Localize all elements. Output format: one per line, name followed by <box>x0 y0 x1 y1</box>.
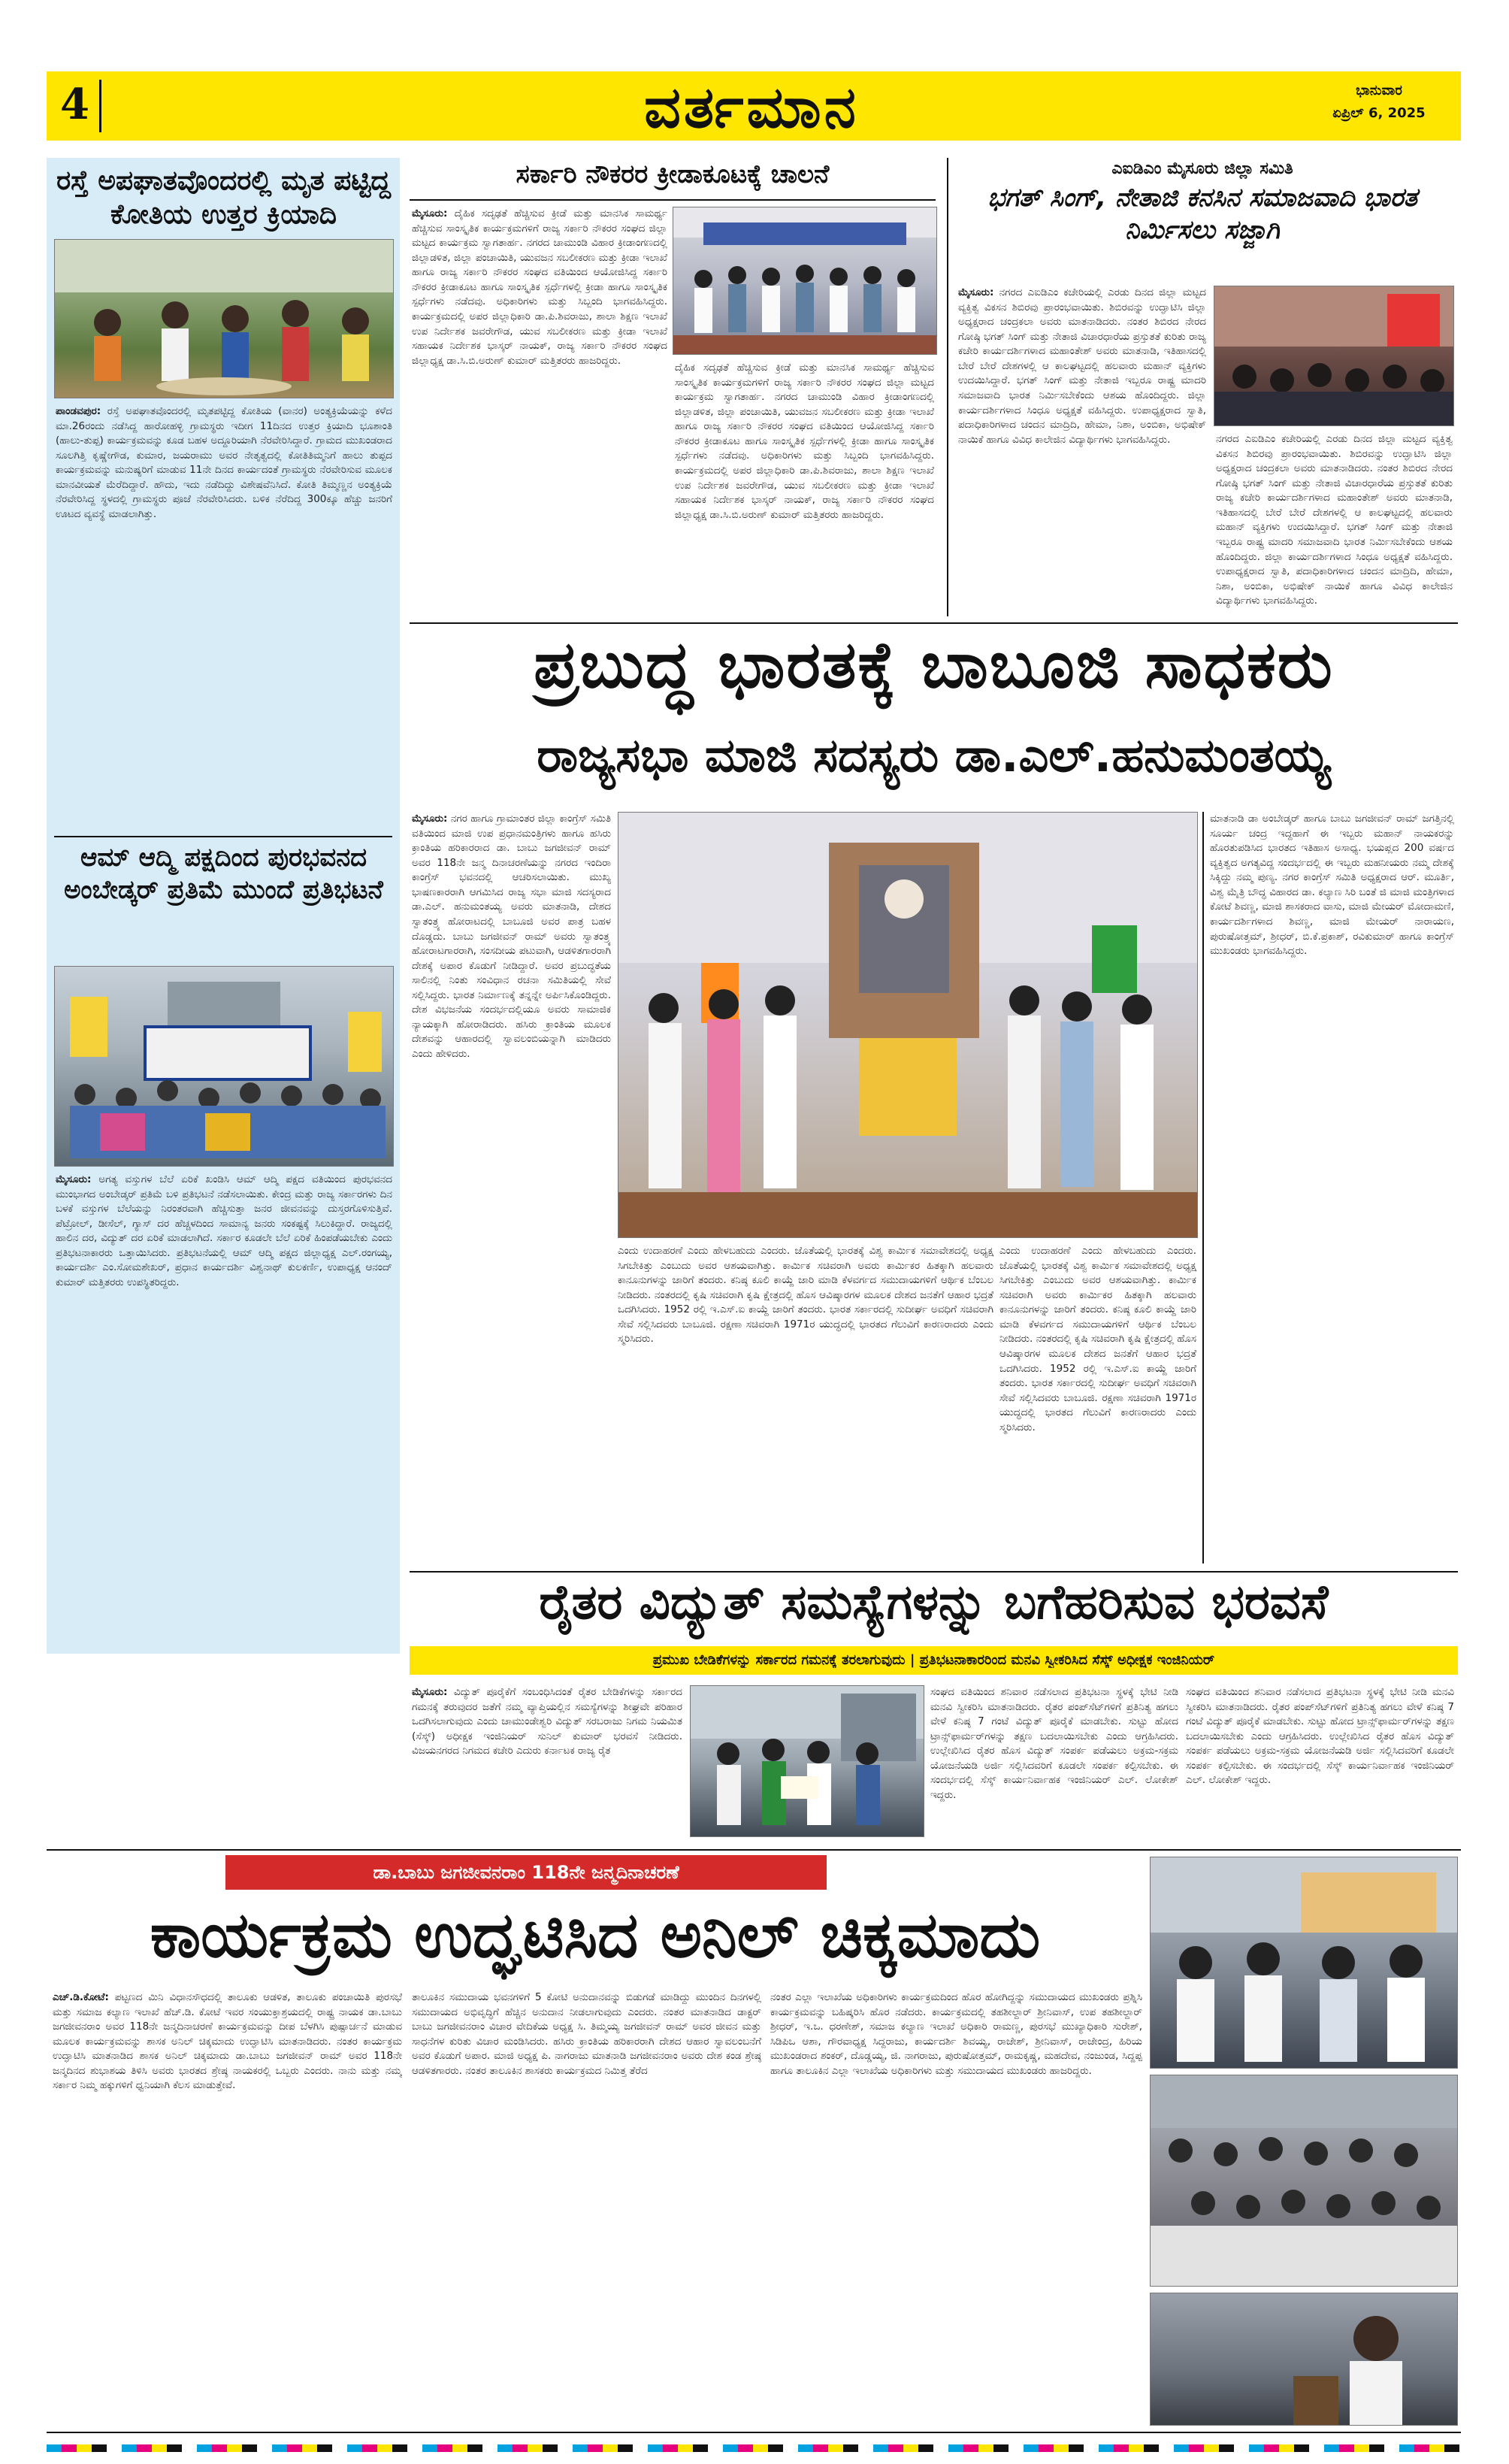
electricity-headline: ರೈತರ ವಿದ್ಯುತ್ ಸಮಸ್ಯೆಗಳನ್ನು ಬಗೆಹರಿಸುವ ಭರವಸೆ <box>539 1575 1329 1630</box>
jayanti-ceremony-photo-art <box>618 813 1197 1237</box>
top-middle-text: ದೈಹಿಕ ಸದೃಢತೆ ಹೆಚ್ಚಿಸುವ ಕ್ರೀಡೆ ಮತ್ತು ಮಾನಸಿಕ ಸಾಮರ್ಥ್ಯ ಹೆಚ್ಚಿಸುವ ಸಾಂಸ್ಕೃತಿಕ ಕಾರ್ಯಕ್ರಮಗಳಿಗೆ ರಾಜ್ಯ ಸರ್ಕಾರಿ ನೌಕರರ ಸಂಘದ ಜಿಲ್ಲಾ ಮಟ್ಟದ ಕಾರ್ಯಕ್ರಮ ಸ್ವಾಗತಾರ್ಹ. ನಗರದ ಚಾಮುಂಡಿ ವಿಹಾರ ಕ್ರೀಡಾಂಗಣದಲ್ಲಿ ಜಿಲ್ಲಾಡಳಿತ, ಜಿಲ್ಲಾ ಪಂಚಾಯಿತಿ, ಯುವಜನ ಸಬಲೀಕರಣ ಮತ್ತು ಕ್ರೀಡಾ ಇಲಾಖೆ ಹಾಗೂ ರಾಜ್ಯ ಸರ್ಕಾರಿ ನೌಕರರ ಸಂಘದ ವತಿಯಿಂದ ಆಯೋಜಿಸಿದ್ದ ಸರ್ಕಾರಿ ನೌಕರರ ಕ್ರೀಡಾಕೂಟ ಹಾಗೂ ಸಾಂಸ್ಕೃತಿಕ ಸ್ಪರ್ಧೆಗಳಲ್ಲಿ ಕ್ರೀಡಾ ಹಾಗೂ ಸಾಂಸ್ಕೃತಿಕ ಸ್ಪರ್ಧೆಗಳು ನಡೆದವು. ಅಧಿಕಾರಿಗಳು ಮತ್ತು ಸಿಬ್ಬಂದಿ ಭಾಗವಹಿಸಿದ್ದರು. ಕಾರ್ಯಕ್ರಮದಲ್ಲಿ ಅಪರ ಜಿಲ್ಲಾಧಿಕಾರಿ ಡಾ.ಪಿ.ಶಿವರಾಜು, ಶಾಲಾ ಶಿಕ್ಷಣ ಇಲಾಖೆ ಉಪ ನಿರ್ದೇಶಕ ಜವರೇಗೌಡ, ಯುವ ಸಬಲೀಕರಣ ಮತ್ತು ಕ್ರೀಡಾ ಇಲಾಖೆ ಸಹಾಯಕ ನಿರ್ದೇಶಕ ಭಾಸ್ಕರ್ ನಾಯಕ್, ರಾಜ್ಯ ಸರ್ಕಾರಿ ನೌಕರರ ಸಂಘದ ಜಿಲ್ಲಾಧ್ಯಕ್ಷ ಡಾ.ಸಿ.ಬಿ.ಅರುಣ್ ಕುಮಾರ್ ಮತ್ತಿತರರು ಹಾಜರಿದ್ದರು. <box>412 207 667 367</box>
bottom-photo-stage <box>1150 1857 1458 2069</box>
bottom-kicker: ಡಾ.ಬಾಬು ಜಗಜೀವನರಾಂ 118ನೇ ಜನ್ಮದಿನಾಚರಣೆ <box>373 1862 679 1883</box>
lead-body-col1 <box>412 812 611 1563</box>
top-middle-underline <box>410 199 936 201</box>
column-divider-top <box>947 158 948 616</box>
bottom-body-col2 <box>412 1990 761 2423</box>
sidebar-story1-headline: ರಸ್ತೆ ಅಪಘಾತವೊಂದರಲ್ಲಿ ಮೃತ ಪಟ್ಟಿದ್ದ ಕೋತಿಯ ಉತ್ತರ ಕ್ರಿಯಾದಿ <box>56 165 391 230</box>
electricity-photo <box>690 1685 924 1837</box>
workshop-photo-art <box>1214 286 1453 425</box>
bottom-dateline: ಎಚ್.ಡಿ.ಕೋಟೆ: <box>53 1991 109 2003</box>
stage-photo-art <box>1151 1857 1457 2068</box>
top-right-kicker: ಎಐಡಿಎಂ ಮೈಸೂರು ಜಿಲ್ಲಾ ಸಮಿತಿ <box>1111 159 1293 178</box>
protest-photo-art <box>55 967 393 1166</box>
bottom-photo-crowd <box>1150 2075 1458 2287</box>
audience-photo-art <box>1151 2075 1457 2286</box>
top-right-body-col1 <box>958 286 1206 616</box>
bottom-text-col2: ತಾಲೂಕಿನ ಸಮುದಾಯ ಭವನಗಳಿಗೆ 5 ಕೋಟಿ ಅನುದಾನವನ್ನು ಬಿಡುಗಡೆ ಮಾಡಿದ್ದು ಮುಂದಿನ ದಿನಗಳಲ್ಲಿ ಸಮುದಾಯದ ಅಭಿವೃದ್ಧಿಗೆ ಹೆಚ್ಚಿನ ಅನುದಾನ ನೀಡಲಾಗುವುದು ಎಂದರು. ನಂತರ ಮಾತನಾಡಿದ ಡಾಕ್ಟರ್ ಬಾಬು ಜಗಜೀವನರಾಂ ವಿಚಾರ ವೇದಿಕೆಯ ಅಧ್ಯಕ್ಷ ಸಿ. ತಿಮ್ಮಯ್ಯ ಜಗಜೀವನ್ ರಾಮ್ ಅವರ ಜೀವನ ಮತ್ತು ಸಾಧನೆಗಳ ಕುರಿತು ವಿಚಾರ ಮಂಡಿಸಿದರು. ಹಸಿರು ಕ್ರಾಂತಿಯ ಹರಿಕಾರರಾಗಿ ದೇಶದ ಆಹಾರ ಸ್ವಾವಲಂಬನೆಗೆ ಅವರ ಕೊಡುಗೆ ಅಪಾರ. ಮಾಜಿ ಅಧ್ಯಕ್ಷ ಪಿ. ನಾಗರಾಜು ಮಾತನಾಡಿ ಜಗಜೀವನರಾಂ ಅವರು ದೇಶ ಕಂಡ ಶ್ರೇಷ್ಠ ಆಡಳಿತಗಾರರು. ನಂತರ ತಾಲೂಕಿನ ಶಾಸಕರು ಕಾರ್ಯಕ್ರಮದ ನಿಮಿತ್ತ ತೆರೆದ <box>412 1991 761 2077</box>
top-middle-photo <box>673 207 937 355</box>
page-number: 4 <box>60 80 89 129</box>
top-middle-text-continued: ದೈಹಿಕ ಸದೃಢತೆ ಹೆಚ್ಚಿಸುವ ಕ್ರೀಡೆ ಮತ್ತು ಮಾನಸಿಕ ಸಾಮರ್ಥ್ಯ ಹೆಚ್ಚಿಸುವ ಸಾಂಸ್ಕೃತಿಕ ಕಾರ್ಯಕ್ರಮಗಳಿಗೆ ರಾಜ್ಯ ಸರ್ಕಾರಿ ನೌಕರರ ಸಂಘದ ಜಿಲ್ಲಾ ಮಟ್ಟದ ಕಾರ್ಯಕ್ರಮ ಸ್ವಾಗತಾರ್ಹ. ನಗರದ ಚಾಮುಂಡಿ ವಿಹಾರ ಕ್ರೀಡಾಂಗಣದಲ್ಲಿ ಜಿಲ್ಲಾಡಳಿತ, ಜಿಲ್ಲಾ ಪಂಚಾಯಿತಿ, ಯುವಜನ ಸಬಲೀಕರಣ ಮತ್ತು ಕ್ರೀಡಾ ಇಲಾಖೆ ಹಾಗೂ ರಾಜ್ಯ ಸರ್ಕಾರಿ ನೌಕರರ ಸಂಘದ ವತಿಯಿಂದ ಆಯೋಜಿಸಿದ್ದ ಸರ್ಕಾರಿ ನೌಕರರ ಕ್ರೀಡಾಕೂಟ ಹಾಗೂ ಸಾಂಸ್ಕೃತಿಕ ಸ್ಪರ್ಧೆಗಳಲ್ಲಿ ಕ್ರೀಡಾ ಹಾಗೂ ಸಾಂಸ್ಕೃತಿಕ ಸ್ಪರ್ಧೆಗಳು ನಡೆದವು. ಅಧಿಕಾರಿಗಳು ಮತ್ತು ಸಿಬ್ಬಂದಿ ಭಾಗವಹಿಸಿದ್ದರು. ಕಾರ್ಯಕ್ರಮದಲ್ಲಿ ಅಪರ ಜಿಲ್ಲಾಧಿಕಾರಿ ಡಾ.ಪಿ.ಶಿವರಾಜು, ಶಾಲಾ ಶಿಕ್ಷಣ ಇಲಾಖೆ ಉಪ ನಿರ್ದೇಶಕ ಜವರೇಗೌಡ, ಯುವ ಸಬಲೀಕರಣ ಮತ್ತು ಕ್ರೀಡಾ ಇಲಾಖೆ ಸಹಾಯಕ ನಿರ್ದೇಶಕ ಭಾಸ್ಕರ್ ನಾಯಕ್, ರಾಜ್ಯ ಸರ್ಕಾರಿ ನೌಕರರ ಸಂಘದ ಜಿಲ್ಲಾಧ್ಯಕ್ಷ ಡಾ.ಸಿ.ಬಿ.ಅರುಣ್ ಕುಮಾರ್ ಮತ್ತಿತರರು ಹಾಜರಿದ್ದರು. <box>675 362 934 521</box>
lead-body-col3 <box>999 1244 1196 1563</box>
electricity-body-col3 <box>1186 1685 1454 1836</box>
electricity-text-right: ಸಂಘದ ವತಿಯಿಂದ ಶನಿವಾರ ನಡೆಸಲಾದ ಪ್ರತಿಭಟನಾ ಸ್ಥಳಕ್ಕೆ ಭೇಟಿ ನೀಡಿ ಮನವಿ ಸ್ವೀಕರಿಸಿ ಮಾತನಾಡಿದರು. ರೈತರ ಪಂಪ್‌ಸೆಟ್‌ಗಳಿಗೆ ಪ್ರತಿನಿತ್ಯ ಹಗಲು ವೇಳೆ ಕನಿಷ್ಠ 7 ಗಂಟೆ ವಿದ್ಯುತ್ ಪೂರೈಕೆ ಮಾಡಬೇಕು. ಸುಟ್ಟು ಹೋದ ಟ್ರಾನ್ಸ್‌ಫಾರ್ಮರ್‌ಗಳನ್ನು ತಕ್ಷಣ ಬದಲಾಯಿಸಬೇಕು ಎಂದು ಆಗ್ರಹಿಸಿದರು. ಉಲ್ಲೇಖಿಸಿದ ರೈತರ ಹೊಸ ವಿದ್ಯುತ್ ಸಂಪರ್ಕ ಪಡೆಯಲು ಅಕ್ರಮ-ಸಕ್ರಮ ಯೋಜನೆಯಡಿ ಅರ್ಜಿ ಸಲ್ಲಿಸಿದವರಿಗೆ ಕೂಡಲೇ ಸಂಪರ್ಕ ಕಲ್ಪಿಸಬೇಕು. ಈ ಸಂದರ್ಭದಲ್ಲಿ ಸೆಸ್ಕ್ ಕಾರ್ಯನಿರ್ವಾಹಕ ಇಂಜಿನಿಯರ್ ಎಲ್. ಲೋಕೇಶ್ ಇದ್ದರು. <box>930 1686 1178 1801</box>
electricity-body-col2 <box>930 1685 1178 1836</box>
top-right-photo <box>1214 286 1454 426</box>
funeral-rite-photo-art <box>55 240 393 398</box>
memorandum-photo-art <box>691 1686 924 1836</box>
lead-column-divider <box>1202 812 1204 1563</box>
top-right-headline: ಭಗತ್ ಸಿಂಗ್, ನೇತಾಜಿ ಕನಸಿನ ಸಮಾಜವಾದಿ ಭಾರತ ನಿರ್ಮಿಸಲು ಸಜ್ಜಾಗಿ <box>987 183 1417 245</box>
lead-headline: ಪ್ರಬುದ್ಧ ಭಾರತಕ್ಕೆ ಬಾಬೂಜಿ ಸಾಧಕರು <box>534 628 1334 703</box>
electricity-body-col1 <box>412 1685 682 1836</box>
electricity-strap: ಪ್ರಮುಖ ಬೇಡಿಕೆಗಳನ್ನು ಸರ್ಕಾರದ ಗಮನಕ್ಕೆ ತರಲಾಗುವುದು | ಪ್ರತಿಭಟನಾಕಾರರಿಂದ ಮನವಿ ಸ್ವೀಕರಿಸಿದ ಸೆಸ್ಕ್ ಅಧೀಕ್ಷಕ ಇಂಜಿನಿಯರ್ <box>652 1652 1215 1668</box>
page-number-divider <box>99 80 101 132</box>
top-right-text: ನಗರದ ಎಐಡಿಎಂ ಕಚೇರಿಯಲ್ಲಿ ಎರಡು ದಿನದ ಜಿಲ್ಲಾ ಮಟ್ಟದ ವ್ಯಕ್ತಿತ್ವ ವಿಕಸನ ಶಿಬಿರವು ಪ್ರಾರಂಭವಾಯಿತು. ಶಿಬಿರವನ್ನು ಉದ್ಘಾಟಿಸಿ ಜಿಲ್ಲಾ ಅಧ್ಯಕ್ಷರಾದ ಚಂದ್ರಕಲಾ ಅವರು ಮಾತನಾಡಿದರು. ನಂತರ ಶಿಬಿರದ ನೇರದ ಗೋಷ್ಠಿ ಭಗತ್ ಸಿಂಗ್ ಮತ್ತು ನೇತಾಜಿ ವಿಚಾರಧಾರೆಯ ಪ್ರಸ್ತುತತೆ ಕುರಿತು ರಾಜ್ಯ ಕಚೇರಿ ಕಾರ್ಯದರ್ಶಿಗಳಾದ ಮಹಾಂತೇಶ್ ಅವರು ಮಾತನಾಡಿ, ಇತಿಹಾಸದಲ್ಲಿ ಬೇರೆ ಬೇರೆ ದೇಶಗಳಲ್ಲಿ ಆ ಕಾಲಘಟ್ಟದಲ್ಲಿ ಹಲವಾರು ಮಹಾನ್ ವ್ಯಕ್ತಿಗಳು ಉದಯಿಸಿದ್ದಾರೆ. ಭಗತ್ ಸಿಂಗ್ ಮತ್ತು ನೇತಾಜಿ ಇಬ್ಬರೂ ರಾಷ್ಟ್ರ ಮಾದರಿ ಸಮಾಜವಾದಿ ಭಾರತ ನಿರ್ಮಿಸಬೇಕೆಂದು ಆಶಯ ಹೊಂದಿದ್ದರು. ಜಿಲ್ಲಾ ಕಾರ್ಯದರ್ಶಿಗಳಾದ ಸಿಂಧೂ ಅಧ್ಯಕ್ಷತೆ ವಹಿಸಿದ್ದರು. ಉಪಾಧ್ಯಕ್ಷರಾದ ಸ್ವಾತಿ, ಪದಾಧಿಕಾರಿಗಳಾದ ಚಂದನ ಮಾದ್ರಿದಿ, ಹೇಮಾ, ನಿಶಾ, ಅಂಬಿಕಾ, ಅಭಿಷೇಕ್ ನಾಯಿಕೆ ಹಾಗೂ ವಿವಿಧ ಕಾಲೇಜಿನ ವಿದ್ಯಾರ್ಥಿಗಳು ಭಾಗವಹಿಸಿದ್ದರು. <box>958 286 1206 446</box>
bottom-frame-top <box>47 1849 1461 1851</box>
lead-dateline: ಮೈಸೂರು: <box>412 813 448 825</box>
sidebar-story1-dateline: ಪಾಂಡವಪುರ: <box>56 405 101 417</box>
top-right-body-col2 <box>1216 432 1453 616</box>
sidebar-divider <box>54 836 392 837</box>
sidebar-story1-body <box>56 404 392 825</box>
lead-photo <box>618 812 1198 1238</box>
issue-day: ಭಾನುವಾರ <box>1356 83 1402 98</box>
bottom-text-col1: ಪಟ್ಟಣದ ಮಿನಿ ವಿಧಾನಸೌಧದಲ್ಲಿ ತಾಲೂಕು ಆಡಳಿತ, ತಾಲೂಕು ಪಂಚಾಯಿತಿ ಪುರಸಭೆ ಮತ್ತು ಸಮಾಜ ಕಲ್ಯಾಣ ಇಲಾಖೆ ಹೆಚ್.ಡಿ. ಕೋಟೆ ಇವರ ಸಂಯುಕ್ತಾಶ್ರಯದಲ್ಲಿ ರಾಷ್ಟ್ರ ನಾಯಕ ಡಾ.ಬಾಬು ಜಗಜೀವನರಾಂ ಅವರ 118ನೇ ಜನ್ಮದಿನಾಚರಣೆ ಕಾರ್ಯಕ್ರಮವನ್ನು ದೀಪ ಬೆಳಗಿಸಿ ಪುಷ್ಪಾರ್ಚನೆ ಮಾಡುವ ಮೂಲಕ ಕಾರ್ಯಕ್ರಮವನ್ನು ಶಾಸಕ ಅನಿಲ್ ಚಿಕ್ಕಮಾದು ಉದ್ಘಾಟಿಸಿ ಮಾತನಾಡಿದರು. ನಂತರ ಕಾರ್ಯಕ್ರಮ ಉದ್ಘಾಟಿಸಿ ಮಾತನಾಡಿದ ಶಾಸಕ ಅನಿಲ್ ಚಿಕ್ಕಮಾದು ಡಾ.ಬಾಬು ಜಗಜೀವನ್ ರಾಮ್ ಅವರ 118ನೇ ಜನ್ಮದಿನದ ಶುಭಾಶಯ ತಿಳಿಸಿ ಅವರು ಭಾರತದ ಶ್ರೇಷ್ಠ ನಾಯಕರಲ್ಲಿ ಒಬ್ಬರು ಎಂದರು. ನಾನು ಮತ್ತು ನಮ್ಮ ಸರ್ಕಾರ ನಿಮ್ಮ ಹಕ್ಕುಗಳಿಗೆ ಧ್ವನಿಯಾಗಿ ಕೆಲಸ ಮಾಡುತ್ತೇವೆ. <box>53 1991 402 2092</box>
lead-body-col4 <box>1210 812 1454 1563</box>
lead-subheadline: ರಾಜ್ಯಸಭಾ ಮಾಜಿ ಸದಸ್ಯರು ಡಾ.ಎಲ್.ಹನುಮಂತಯ್ಯ <box>537 728 1331 782</box>
electricity-text-left: ವಿದ್ಯುತ್ ಪೂರೈಕೆಗೆ ಸಂಬಂಧಿಸಿದಂತೆ ರೈತರ ಬೇಡಿಕೆಗಳನ್ನು ಸರ್ಕಾರದ ಗಮನಕ್ಕೆ ತರುವುದರ ಜತೆಗೆ ನಮ್ಮ ವ್ಯಾಪ್ತಿಯಲ್ಲಿನ ಸಮಸ್ಯೆಗಳನ್ನು ಶೀಘ್ರವೇ ಪರಿಹಾರ ಒದಗಿಸಲಾಗುವುದು ಎಂದು ಚಾಮುಂಡೇಶ್ವರಿ ವಿದ್ಯುತ್ ಸರಬರಾಜು ನಿಗಮ ನಿಯಮಿತ (ಸೆಸ್ಕ್) ಅಧೀಕ್ಷಕ ಇಂಜಿನಿಯರ್ ಸುನಿಲ್ ಕುಮಾರ್ ಭರವಸೆ ನೀಡಿದರು. ವಿಜಯನಗರದ ನಿಗಮದ ಕಚೇರಿ ಎದುರು ಕರ್ನಾಟಕ ರಾಜ್ಯ ರೈತ <box>412 1686 682 1757</box>
sidebar-story1-photo <box>54 239 394 398</box>
top-right-dateline: ಮೈಸೂರು: <box>958 286 994 298</box>
lead-text-middle-continued: ಎಂದು ಉದಾಹರಣೆ ಎಂದು ಹೇಳಬಹುದು ಎಂದರು. ಜೊತೆಯಲ್ಲಿ ಭಾರತಕ್ಕೆ ವಿಶ್ವ ಕಾರ್ಮಿಕ ಸಮಾವೇಶದಲ್ಲಿ ಅಧ್ಯಕ್ಷ ಸಿಗಬೇಕಿತ್ತು ಎಂಬುದು ಅವರ ಆಶಯವಾಗಿತ್ತು. ಕಾರ್ಮಿಕ ಸಚಿವರಾಗಿ ಅವರು ಕಾರ್ಮಿಕರ ಹಿತಕ್ಕಾಗಿ ಹಲವಾರು ಕಾನೂನುಗಳನ್ನು ಜಾರಿಗೆ ತಂದರು. ಕನಿಷ್ಠ ಕೂಲಿ ಕಾಯ್ದೆ ಜಾರಿ ಮಾಡಿ ಕೆಳವರ್ಗದ ಸಮುದಾಯಗಳಿಗೆ ಆರ್ಥಿಕ ಬೆಂಬಲ ನೀಡಿದರು. ನಂತರದಲ್ಲಿ ಕೃಷಿ ಸಚಿವರಾಗಿ ಕೃಷಿ ಕ್ಷೇತ್ರದಲ್ಲಿ ಹೊಸ ಆವಿಷ್ಕಾರಗಳ ಮೂಲಕ ದೇಶದ ಜನತೆಗೆ ಆಹಾರ ಭದ್ರತೆ ಒದಗಿಸಿದರು. 1952 ರಲ್ಲಿ ಇ.ಎಸ್.ಐ ಕಾಯ್ದೆ ಜಾರಿಗೆ ತಂದರು. ಭಾರತ ಸರ್ಕಾರದಲ್ಲಿ ಸುದೀರ್ಘ ಅವಧಿಗೆ ಸಚಿವರಾಗಿ ಸೇವೆ ಸಲ್ಲಿಸಿದವರು ಬಾಬೂಜಿ. ರಕ್ಷಣಾ ಸಚಿವರಾಗಿ 1971ರ ಯುದ್ಧದಲ್ಲಿ ಭಾರತದ ಗೆಲುವಿಗೆ ಕಾರಣರಾದರು ಎಂದು ಸ್ಮರಿಸಿದರು. <box>999 1245 1196 1433</box>
issue-date: ಏಪ್ರಿಲ್ 6, 2025 <box>1332 105 1426 121</box>
top-middle-dateline: ಮೈಸೂರು: <box>412 207 448 219</box>
top-middle-headline: ಸರ್ಕಾರಿ ನೌಕರರ ಕ್ರೀಡಾಕೂಟಕ್ಕೆ ಚಾಲನೆ <box>516 159 830 189</box>
speaker-photo-art <box>1151 2293 1457 2425</box>
sidebar-story2-body <box>56 1173 392 1646</box>
electricity-top-rule <box>410 1571 1458 1573</box>
lead-body-col2 <box>618 1244 993 1563</box>
sports-meet-photo-art <box>673 207 936 354</box>
bottom-photo-speaker <box>1150 2293 1458 2426</box>
lead-text-left: ನಗರ ಹಾಗೂ ಗ್ರಾಮಾಂತರ ಜಿಲ್ಲಾ ಕಾಂಗ್ರೆಸ್ ಸಮಿತಿ ವತಿಯಿಂದ ಮಾಜಿ ಉಪ ಪ್ರಧಾನಮಂತ್ರಿಗಳು ಹಾಗೂ ಹಸಿರು ಕ್ರಾಂತಿಯ ಹರಿಕಾರರಾದ ಡಾ. ಬಾಬು ಜಗಜೀವನ್ ರಾಮ್ ಅವರ 118ನೇ ಜನ್ಮ ದಿನಾಚರಣೆಯನ್ನು ನಗರದ ಇಂದಿರಾ ಕಾಂಗ್ರೆಸ್ ಭವನದಲ್ಲಿ ಆಚರಿಸಲಾಯಿತು. ಮುಖ್ಯ ಭಾಷಣಕಾರರಾಗಿ ಆಗಮಿಸಿದ ರಾಜ್ಯ ಸಭಾ ಮಾಜಿ ಸದಸ್ಯರಾದ ಡಾ.ಎಲ್. ಹನುಮಂತಯ್ಯ ಅವರು ಮಾತನಾಡಿ, ದೇಶದ ಸ್ವಾತಂತ್ರ್ಯ ಹೋರಾಟದಲ್ಲಿ ಬಾಬೂಜಿ ಅವರ ಪಾತ್ರ ಬಹಳ ದೊಡ್ಡದು. ಬಾಬು ಜಗಜೀವನ್ ರಾಮ್ ಅವರು ಸ್ವಾತಂತ್ರ್ಯ ಹೋರಾಟಗಾರರಾಗಿ, ಸಂಸದೀಯ ಪಟುವಾಗಿ, ಆಡಳಿತಗಾರರಾಗಿ ದೇಶಕ್ಕೆ ಅಪಾರ ಕೊಡುಗೆ ನೀಡಿದ್ದಾರೆ. ಅವರ ಪ್ರಬುದ್ಧತೆಯ ಸಾಲಿನಲ್ಲಿ ನಿಂತು ಸಂವಿಧಾನ ರಚನಾ ಸಮಿತಿಯಲ್ಲಿ ಸೇವೆ ಸಲ್ಲಿಸಿದ್ದರು. ಭಾರತ ನಿರ್ಮಾಣಕ್ಕೆ ತನ್ನನ್ನೇ ಅರ್ಪಿಸಿಕೊಂಡಿದ್ದರು. ದೇಶ ವಿಭಜನೆಯ ಸಂದರ್ಭದಲ್ಲಿಯೂ ಅವರು ಸಾಮಾಜಿಕ ನ್ಯಾಯಕ್ಕಾಗಿ ಹೋರಾಡಿದರು. ಹಸಿರು ಕ್ರಾಂತಿಯ ಮೂಲಕ ದೇಶವನ್ನು ಆಹಾರದಲ್ಲಿ ಸ್ವಾವಲಂಬಿಯನ್ನಾಗಿ ಮಾಡಿದರು ಎಂದು ಹೇಳಿದರು. <box>412 813 611 1060</box>
sidebar-story2-photo <box>54 966 394 1167</box>
sidebar-story1-text: ರಸ್ತೆ ಅಪಘಾತವೊಂದರಲ್ಲಿ ಮೃತಪಟ್ಟಿದ್ದ ಕೋತಿಯ (ವಾನರ) ಅಂತ್ಯಕ್ರಿಯೆಯನ್ನು ಕಳೆದ ಮಾ.26ರಂದು ನಡೆಸಿದ್ದ ಹಾರೋಹಳ್ಳಿ ಗ್ರಾಮಸ್ಥರು ಇದೀಗ 11ದಿನದ ಉತ್ತರ ಕ್ರಿಯಾದಿ ಭೂಶಾಂತಿ (ಹಾಲು-ತುಪ್ಪ) ಕಾರ್ಯಕ್ರಮವನ್ನು ಕೂಡ ಬಹಳ ಅದ್ದೂರಿಯಾಗಿ ನೆರವೇರಿಸಿದ್ದಾರೆ. ಗ್ರಾಮದ ಮುಖಂಡರಾದ ಸೂಲಗಿತ್ತಿ ಕೃಷ್ಣೇಗೌಡ, ಕುಮಾರ, ಜಯರಾಮು ಅವರ ನೇತೃತ್ವದಲ್ಲಿ ಕೋತಿತಿಮ್ಮನಿಗೆ ಹಾಲು ತುಪ್ಪದ ಕಾರ್ಯಕ್ರಮವನ್ನು ಮನುಷ್ಯರಿಗೆ ಮಾಡುವ 11ನೇ ದಿನದ ಕಾರ್ಯದಂತೆ ಗ್ರಾಮಸ್ಥರು ನೆರವೇರಿಸುವ ಮೂಲಕ ಮಾನವೀಯತೆ ಮೆರೆದಿದ್ದಾರೆ. ಹೌದು, ಇದು ನಡೆದಿದ್ದು ವಿಶೇಷವೆನಿಸಿದೆ. ಕೋತಿ ತಿಮ್ಮಣ್ಣನ ಅಂತ್ಯಕ್ರಿಯೆ ನೆರವೇರಿಸಿದ್ದ ಸ್ಥಳದಲ್ಲಿ ಗ್ರಾಮಸ್ಥರು ಪೂಜೆ ನೆರವೇರಿಸಿದರು. ಬಳಿಕ ನೆರೆದಿದ್ದ 300ಕ್ಕೂ ಹೆಚ್ಚು ಜನರಿಗೆ ಊಟದ ವ್ಯವಸ್ಥೆ ಮಾಡಲಾಗಿತ್ತು. <box>56 405 392 520</box>
lead-text-middle: ಎಂದು ಉದಾಹರಣೆ ಎಂದು ಹೇಳಬಹುದು ಎಂದರು. ಜೊತೆಯಲ್ಲಿ ಭಾರತಕ್ಕೆ ವಿಶ್ವ ಕಾರ್ಮಿಕ ಸಮಾವೇಶದಲ್ಲಿ ಅಧ್ಯಕ್ಷ ಸಿಗಬೇಕಿತ್ತು ಎಂಬುದು ಅವರ ಆಶಯವಾಗಿತ್ತು. ಕಾರ್ಮಿಕ ಸಚಿವರಾಗಿ ಅವರು ಕಾರ್ಮಿಕರ ಹಿತಕ್ಕಾಗಿ ಹಲವಾರು ಕಾನೂನುಗಳನ್ನು ಜಾರಿಗೆ ತಂದರು. ಕನಿಷ್ಠ ಕೂಲಿ ಕಾಯ್ದೆ ಜಾರಿ ಮಾಡಿ ಕೆಳವರ್ಗದ ಸಮುದಾಯಗಳಿಗೆ ಆರ್ಥಿಕ ಬೆಂಬಲ ನೀಡಿದರು. ನಂತರದಲ್ಲಿ ಕೃಷಿ ಸಚಿವರಾಗಿ ಕೃಷಿ ಕ್ಷೇತ್ರದಲ್ಲಿ ಹೊಸ ಆವಿಷ್ಕಾರಗಳ ಮೂಲಕ ದೇಶದ ಜನತೆಗೆ ಆಹಾರ ಭದ್ರತೆ ಒದಗಿಸಿದರು. 1952 ರಲ್ಲಿ ಇ.ಎಸ್.ಐ ಕಾಯ್ದೆ ಜಾರಿಗೆ ತಂದರು. ಭಾರತ ಸರ್ಕಾರದಲ್ಲಿ ಸುದೀರ್ಘ ಅವಧಿಗೆ ಸಚಿವರಾಗಿ ಸೇವೆ ಸಲ್ಲಿಸಿದವರು ಬಾಬೂಜಿ. ರಕ್ಷಣಾ ಸಚಿವರಾಗಿ 1971ರ ಯುದ್ಧದಲ್ಲಿ ಭಾರತದ ಗೆಲುವಿಗೆ ಕಾರಣರಾದರು ಎಂದು ಸ್ಮರಿಸಿದರು. <box>618 1245 993 1346</box>
top-right-text-continued: ನಗರದ ಎಐಡಿಎಂ ಕಚೇರಿಯಲ್ಲಿ ಎರಡು ದಿನದ ಜಿಲ್ಲಾ ಮಟ್ಟದ ವ್ಯಕ್ತಿತ್ವ ವಿಕಸನ ಶಿಬಿರವು ಪ್ರಾರಂಭವಾಯಿತು. ಶಿಬಿರವನ್ನು ಉದ್ಘಾಟಿಸಿ ಜಿಲ್ಲಾ ಅಧ್ಯಕ್ಷರಾದ ಚಂದ್ರಕಲಾ ಅವರು ಮಾತನಾಡಿದರು. ನಂತರ ಶಿಬಿರದ ನೇರದ ಗೋಷ್ಠಿ ಭಗತ್ ಸಿಂಗ್ ಮತ್ತು ನೇತಾಜಿ ವಿಚಾರಧಾರೆಯ ಪ್ರಸ್ತುತತೆ ಕುರಿತು ರಾಜ್ಯ ಕಚೇರಿ ಕಾರ್ಯದರ್ಶಿಗಳಾದ ಮಹಾಂತೇಶ್ ಅವರು ಮಾತನಾಡಿ, ಇತಿಹಾಸದಲ್ಲಿ ಬೇರೆ ಬೇರೆ ದೇಶಗಳಲ್ಲಿ ಆ ಕಾಲಘಟ್ಟದಲ್ಲಿ ಹಲವಾರು ಮಹಾನ್ ವ್ಯಕ್ತಿಗಳು ಉದಯಿಸಿದ್ದಾರೆ. ಭಗತ್ ಸಿಂಗ್ ಮತ್ತು ನೇತಾಜಿ ಇಬ್ಬರೂ ರಾಷ್ಟ್ರ ಮಾದರಿ ಸಮಾಜವಾದಿ ಭಾರತ ನಿರ್ಮಿಸಬೇಕೆಂದು ಆಶಯ ಹೊಂದಿದ್ದರು. ಜಿಲ್ಲಾ ಕಾರ್ಯದರ್ಶಿಗಳಾದ ಸಿಂಧೂ ಅಧ್ಯಕ್ಷತೆ ವಹಿಸಿದ್ದರು. ಉಪಾಧ್ಯಕ್ಷರಾದ ಸ್ವಾತಿ, ಪದಾಧಿಕಾರಿಗಳಾದ ಚಂದನ ಮಾದ್ರಿದಿ, ಹೇಮಾ, ನಿಶಾ, ಅಂಬಿಕಾ, ಅಭಿಷೇಕ್ ನಾಯಿಕೆ ಹಾಗೂ ವಿವಿಧ ಕಾಲೇಜಿನ ವಿದ್ಯಾರ್ಥಿಗಳು ಭಾಗವಹಿಸಿದ್ದರು. <box>1216 433 1453 607</box>
bottom-body-col3 <box>770 1990 1142 2423</box>
bottom-headline: ಕಾರ್ಯಕ್ರಮ ಉದ್ಘಟಿಸಿದ ಅನಿಲ್ ಚಿಕ್ಕಮಾದು <box>150 1898 1041 1972</box>
sidebar-story2-headline: ಆಮ್ ಆದ್ಮಿ ಪಕ್ಷದಿಂದ ಪುರಭವನದ ಅಂಬೇಡ್ಕರ್ ಪ್ರತಿಮೆ ಮುಂದೆ ಪ್ರತಿಭಟನೆ <box>64 843 383 905</box>
electricity-dateline: ಮೈಸೂರು: <box>412 1686 448 1698</box>
lead-text-right: ಮಾತನಾಡಿ ಡಾ ಅಂಬೇಡ್ಕರ್ ಹಾಗೂ ಬಾಬು ಜಗಜೀವನ್ ರಾಮ್ ಜಗತ್ತಿನಲ್ಲಿ ಸೂರ್ಯ ಚಂದ್ರ ಇದ್ದಹಾಗೆ ಈ ಇಬ್ಬರು ಮಹಾನ್ ನಾಯಕರನ್ನು ಹೊರತುಪಡಿಸಿದ ಭಾರತದ ಇತಿಹಾಸ ಅಸಾಧ್ಯ. ಭಯಪ್ಲದ 200 ವರ್ಷದ ವ್ಯಕ್ತಿತ್ವದ ಅಗತ್ಯವಿದ್ದ ಸಂದರ್ಭದಲ್ಲಿ ಈ ಇಬ್ಬರು ಮಹನೀಯರು ನಮ್ಮ ದೇಶಕ್ಕೆ ಸಿಕ್ಕಿದ್ದು ನಮ್ಮ ಪುಣ್ಯ. ನಗರ ಕಾಂಗ್ರೆಸ್ ಸಮಿತಿ ಅಧ್ಯಕ್ಷರಾದ ಆರ್. ಮೂರ್ತಿ, ವಿಶ್ವ ಮೈತ್ರಿ ಬೌದ್ಧ ವಿಹಾರದ ಡಾ. ಕಲ್ಯಾಣ ಸಿರಿ ಬಂತೆ ಜಿ ಮಾಜಿ ಮಂತ್ರಿಗಳಾದ ಕೋಟೆ ಶಿವಣ್ಣ, ಮಾಜಿ ಶಾಸಕರಾದ ವಾಸು, ಮಾಜಿ ಮೇಯರ್ ಮೋದಾಮಣಿ, ಕಾರ್ಯದರ್ಶಿಗಳಾದ ಶಿವಣ್ಣ, ಮಾಜಿ ಮೇಯರ್ ನಾರಾಯಣ, ಪುರುಷೋತ್ತಮ್, ಶ್ರೀಧರ್, ಬಿ.ಕೆ.ಪ್ರಕಾಶ್, ರವಿಕುಮಾರ್ ಹಾಗೂ ಕಾಂಗ್ರೆಸ್ ಮುಖಂಡರು ಭಾಗವಹಿಸಿದ್ದರು. <box>1210 813 1454 958</box>
bottom-body-col1 <box>53 1990 402 2423</box>
print-registration-strip <box>47 2444 1461 2452</box>
electricity-text-right-continued: ಸಂಘದ ವತಿಯಿಂದ ಶನಿವಾರ ನಡೆಸಲಾದ ಪ್ರತಿಭಟನಾ ಸ್ಥಳಕ್ಕೆ ಭೇಟಿ ನೀಡಿ ಮನವಿ ಸ್ವೀಕರಿಸಿ ಮಾತನಾಡಿದರು. ರೈತರ ಪಂಪ್‌ಸೆಟ್‌ಗಳಿಗೆ ಪ್ರತಿನಿತ್ಯ ಹಗಲು ವೇಳೆ ಕನಿಷ್ಠ 7 ಗಂಟೆ ವಿದ್ಯುತ್ ಪೂರೈಕೆ ಮಾಡಬೇಕು. ಸುಟ್ಟು ಹೋದ ಟ್ರಾನ್ಸ್‌ಫಾರ್ಮರ್‌ಗಳನ್ನು ತಕ್ಷಣ ಬದಲಾಯಿಸಬೇಕು ಎಂದು ಆಗ್ರಹಿಸಿದರು. ಉಲ್ಲೇಖಿಸಿದ ರೈತರ ಹೊಸ ವಿದ್ಯುತ್ ಸಂಪರ್ಕ ಪಡೆಯಲು ಅಕ್ರಮ-ಸಕ್ರಮ ಯೋಜನೆಯಡಿ ಅರ್ಜಿ ಸಲ್ಲಿಸಿದವರಿಗೆ ಕೂಡಲೇ ಸಂಪರ್ಕ ಕಲ್ಪಿಸಬೇಕು. ಈ ಸಂದರ್ಭದಲ್ಲಿ ಸೆಸ್ಕ್ ಕಾರ್ಯನಿರ್ವಾಹಕ ಇಂಜಿನಿಯರ್ ಎಲ್. ಲೋಕೇಶ್ ಇದ್ದರು. <box>1186 1686 1454 1787</box>
bottom-text-col3: ನಂತರ ಎಲ್ಲಾ ಇಲಾಖೆಯ ಅಧಿಕಾರಿಗಳು ಕಾರ್ಯಕ್ರಮದಿಂದ ಹೊರ ಹೋಗಿದ್ದನ್ನು ಸಮುದಾಯದ ಮುಖಂಡರು ಪ್ರಶ್ನಿಸಿ ಕಾರ್ಯಕ್ರಮವನ್ನು ಬಹಿಷ್ಕರಿಸಿ ಹೊರ ನಡೆದರು. ಕಾರ್ಯಕ್ರಮದಲ್ಲಿ ತಹಶೀಲ್ದಾರ್ ಶ್ರೀನಿವಾಸ್, ಉಪ ತಹಶೀಲ್ದಾರ್ ಶ್ರೀಧರ್, ಇ.ಒ. ಧರಣೇಶ್, ಸಮಾಜ ಕಲ್ಯಾಣ ಇಲಾಖೆ ಅಧಿಕಾರಿ ರಾಮಣ್ಣ, ಪುರಸಭೆ ಮುಖ್ಯಾಧಿಕಾರಿ ಸುರೇಶ್, ಸಿಡಿಪಿಒ ಆಶಾ, ಗೌರವಾಧ್ಯಕ್ಷ ಸಿದ್ದರಾಜು, ಕಾರ್ಯದರ್ಶಿ ಶಿವಯ್ಯ, ರಾಜೇಶ್, ಶ್ರೀನಿವಾಸ್, ರಾಜೇಂದ್ರ, ಹಿರಿಯ ಮುಖಂಡರಾದ ಶಂಕರ್, ದೊಡ್ಡಯ್ಯ, ಜಿ. ನಾಗರಾಜು, ಪುರುಷೋತ್ತಮ್, ರಾಮಕೃಷ್ಣ, ಮಹದೇವ, ನಂಜುಂಡ, ಸಿದ್ದಪ್ಪ ಹಾಗೂ ತಾಲೂಕಿನ ಎಲ್ಲಾ ಇಲಾಖೆಯ ಅಧಿಕಾರಿಗಳು ಮತ್ತು ಸಮುದಾಯದ ಮುಖಂಡರು ಹಾಜರಿದ್ದರು. <box>770 1991 1142 2077</box>
lead-top-rule <box>410 622 1458 624</box>
paper-name: ವರ್ತಮಾನ <box>644 74 859 141</box>
top-middle-body-col1 <box>412 207 667 616</box>
bottom-frame-bottom <box>47 2432 1461 2433</box>
top-middle-body-col2 <box>675 361 934 616</box>
sidebar-story2-text: ಅಗತ್ಯ ವಸ್ತುಗಳ ಬೆಲೆ ಏರಿಕೆ ಖಂಡಿಸಿ ಆಮ್ ಆದ್ಮಿ ಪಕ್ಷದ ವತಿಯಿಂದ ಪುರಭವನದ ಮುಂಭಾಗದ ಅಂಬೇಡ್ಕರ್ ಪ್ರತಿಮೆ ಬಳಿ ಪ್ರತಿಭಟನೆ ನಡೆಸಲಾಯಿತು. ಕೇಂದ್ರ ಮತ್ತು ರಾಜ್ಯ ಸರ್ಕಾರಗಳು ದಿನ ಬಳಕೆ ವಸ್ತುಗಳ ಬೆಲೆಯನ್ನು ನಿರಂತರವಾಗಿ ಹೆಚ್ಚಿಸುತ್ತಾ ಜನರ ಜೀವನವನ್ನು ದುಸ್ತರಗೊಳಿಸುತ್ತಿವೆ. ಪೆಟ್ರೋಲ್, ಡೀಸೆಲ್, ಗ್ಯಾಸ್ ದರ ಹೆಚ್ಚಳದಿಂದ ಸಾಮಾನ್ಯ ಜನರು ಸಂಕಷ್ಟಕ್ಕೆ ಸಿಲುಕಿದ್ದಾರೆ. ರಾಜ್ಯದಲ್ಲಿ ಹಾಲಿನ ದರ, ವಿದ್ಯುತ್ ದರ ಏರಿಕೆ ಮಾಡಲಾಗಿದೆ. ಸರ್ಕಾರ ಕೂಡಲೇ ಬೆಲೆ ಏರಿಕೆ ಹಿಂಪಡೆಯಬೇಕು ಎಂದು ಪ್ರತಿಭಟನಾಕಾರರು ಒತ್ತಾಯಿಸಿದರು. ಪ್ರತಿಭಟನೆಯಲ್ಲಿ ಆಮ್ ಆದ್ಮಿ ಪಕ್ಷದ ಜಿಲ್ಲಾಧ್ಯಕ್ಷ ಎಲ್.ರಂಗಯ್ಯ, ಕಾರ್ಯದರ್ಶಿ ಎಂ.ಸೋಮಶೇಖರ್, ಪ್ರಧಾನ ಕಾರ್ಯದರ್ಶಿ ವಿಶ್ವನಾಥ್ ಕುಲಕರ್ಣಿ, ಉಪಾಧ್ಯಕ್ಷ ಆನಂದ್ ಕುಮಾರ್ ಮತ್ತಿತರರು ಉಪಸ್ಥಿತರಿದ್ದರು. <box>56 1173 392 1288</box>
sidebar-story2-dateline: ಮೈಸೂರು: <box>56 1173 92 1185</box>
